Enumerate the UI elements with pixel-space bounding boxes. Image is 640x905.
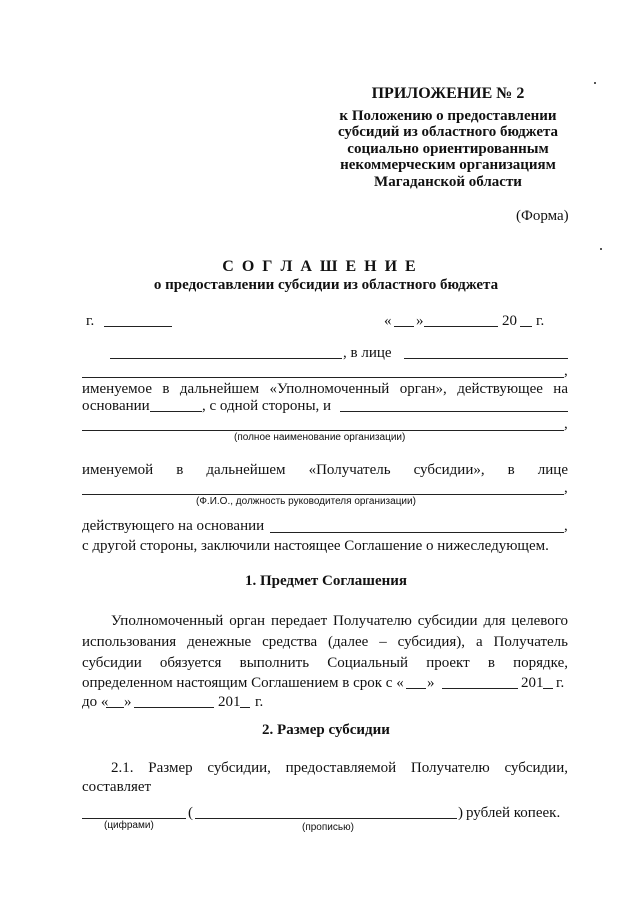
acting-on-label: действующего на основании [82,518,265,534]
other-side-text: с другой стороны, заключили настоящее Соглашение о нижеследующем. [82,538,549,554]
authority-name-field[interactable] [110,358,342,359]
date-year-prefix: 20 [502,313,517,329]
para-authority-line-1: именуемое в дальнейшем «Уполномоченный орган», действующее на [82,381,568,397]
annex-title: ПРИЛОЖЕНИЕ № 2 [371,85,525,102]
start-suffix: г. [556,675,565,691]
scan-speck [600,248,602,250]
end-month-field[interactable] [134,707,214,708]
end-day-field[interactable] [106,707,124,708]
city-label: г. [86,313,95,329]
basis-label: основании [82,398,150,414]
date-month-field[interactable] [424,326,498,327]
annex-line-5: Магаданской области [374,173,522,190]
end-close: » [124,694,132,710]
end-suffix: г. [255,694,264,710]
caption-head: (Ф.И.О., должность руководителя организации) [196,496,416,507]
start-close: » [427,675,435,691]
section-1-line-1: Уполномоченный орган передает Получателю субсидии для целевого [111,613,568,629]
comma-3: , [564,480,568,496]
caption-organization: (полное наименование организации) [234,432,406,443]
scan-speck [594,82,596,84]
rubles-kopecks-label: рублей копеек. [466,805,561,821]
amount-words-field[interactable] [195,818,457,819]
start-month-field[interactable] [442,688,518,689]
in-person-label: , в лице [343,345,392,361]
section-1-line-4: определенном настоящим Соглашением в срок с « [82,675,404,691]
start-year-prefix: 201 [521,675,544,691]
end-label: до « [82,694,109,710]
form-label: (Форма) [516,208,569,224]
annex-line-4: некоммерческим организациям [340,157,556,173]
start-year-field[interactable] [543,688,553,689]
organization-field[interactable] [340,411,568,412]
end-year-field[interactable] [240,707,250,708]
comma-4: , [564,518,568,534]
caption-digits: (цифрами) [104,820,154,831]
date-day-field[interactable] [394,326,414,327]
recipient-head-field[interactable] [82,494,564,495]
authority-head-field-cont[interactable] [82,377,564,378]
paren-open: ( [188,805,193,821]
document-subtitle: о предоставлении субсидии из областного бюджета [153,277,499,293]
section-1-line-3: субсидии обязуется выполнить Социальный проект в порядке, [82,655,568,671]
basis-field[interactable] [150,411,202,412]
para-recipient: именуемой в дальнейшем «Получатель субсидии», в лице [82,462,568,478]
date-close: » [416,313,424,329]
date-open: « [384,313,392,329]
section-2-line-1: 2.1. Размер субсидии, предоставляемой Получателю субсидии, [111,760,568,776]
one-side-label: , с одной стороны, и [202,398,332,414]
date-year-field[interactable] [520,326,532,327]
annex-header [308,86,588,190]
city-field[interactable] [104,326,172,327]
acting-basis-field[interactable] [270,532,564,533]
document-title: С О Г Л А Ш Е Н И Е [222,258,418,275]
date-suffix: г. [536,313,545,329]
start-day-field[interactable] [406,688,426,689]
authority-head-field[interactable] [404,358,568,359]
paren-close: ) [458,805,463,821]
annex-line-3: социально ориентированным [347,140,549,157]
section-1-line-2: использования денежные средства (далее – субсидия), а Получатель [82,634,568,650]
section-2-line-2: составляет [82,779,152,795]
section-2-heading: 2. Размер субсидии [262,722,390,738]
comma-1: , [564,363,568,379]
section-1-heading: 1. Предмет Соглашения [244,573,408,589]
comma-2: , [564,416,568,432]
caption-words: (прописью) [302,822,354,833]
annex-line-2: субсидий из областного бюджета [337,124,559,140]
amount-digits-field[interactable] [82,818,186,819]
annex-line-1: к Положению о предоставлении [339,107,557,124]
organization-field-cont[interactable] [82,430,564,431]
end-year-prefix: 201 [218,694,241,710]
